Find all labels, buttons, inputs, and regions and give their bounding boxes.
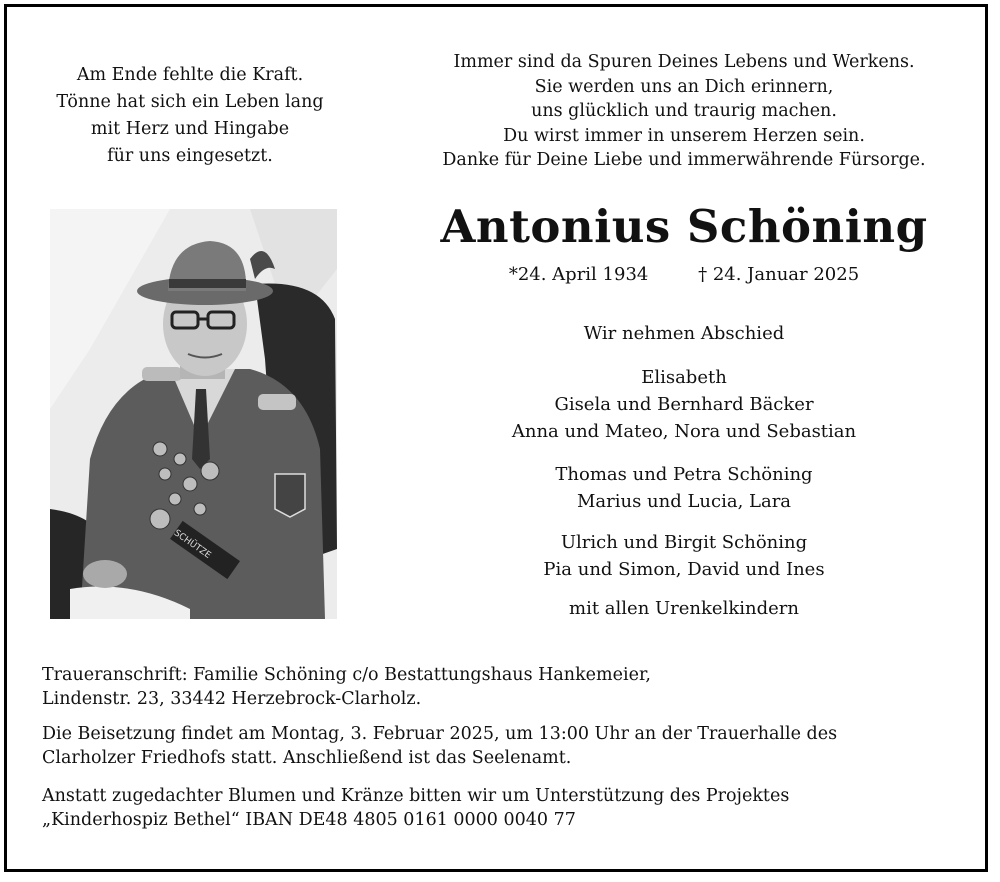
info-line: Lindenstr. 23, 33442 Herzebrock-Clarholz. [42,689,422,709]
info-line: Clarholzer Friedhofs statt. Anschließend ist das Seelenamt. [42,748,572,768]
family-group-1 [420,364,948,445]
quote-right-line: Sie werden uns an Dich erinnern, [534,76,834,97]
life-dates [420,264,948,285]
death-date: † 24. Januar 2025 [698,264,860,285]
info-line: Traueranschrift: Familie Schöning c/o Bestattungshaus Hankemeier, [42,665,651,685]
funeral-details [42,722,962,770]
family-line: Elisabeth [641,367,727,388]
badge-text: SCHÜTZE [171,528,213,561]
quote-right [420,50,948,173]
mourning-address [42,663,962,711]
family-line: Anna und Mateo, Nora und Sebastian [511,421,857,442]
info-line: Anstatt zugedachter Blumen und Kränze bitten wir um Unterstützung des Projektes [42,786,790,806]
family-intro [420,320,948,347]
quote-left-line: Tönne hat sich ein Leben lang [56,92,324,112]
deceased-name: Antonius Schöning [440,200,928,253]
quote-right-line: Du wirst immer in unserem Herzen sein. [503,125,865,146]
portrait-illustration [50,209,337,619]
quote-left [40,62,340,170]
birth-date: *24. April 1934 [508,264,649,285]
family-line: Thomas und Petra Schöning [555,464,813,485]
family-group-3 [420,529,948,583]
family-closing [420,595,948,622]
donation-request [42,784,962,832]
family-intro-text: Wir nehmen Abschied [583,323,785,344]
quote-left-line: für uns eingesetzt. [107,146,273,166]
info-line: „Kinderhospiz Bethel“ IBAN DE48 4805 0161 0000 0040 77 [42,810,576,830]
quote-right-line: uns glücklich und traurig machen. [531,101,837,121]
quote-right-line: Immer sind da Spuren Deines Lebens und Werkens. [453,52,915,72]
family-line: Ulrich und Birgit Schöning [560,532,808,553]
quote-right-line: Danke für Deine Liebe und immerwährende Fürsorge. [442,150,926,170]
family-group-2 [420,461,948,515]
portrait-photo [50,209,337,619]
family-line: Marius und Lucia, Lara [576,491,792,512]
info-line: Die Beisetzung findet am Montag, 3. Februar 2025, um 13:00 Uhr an der Trauerhalle des [42,724,838,744]
family-line: Pia und Simon, David und Ines [543,559,825,580]
quote-left-line: mit Herz und Hingabe [90,119,290,139]
family-closing-text: mit allen Urenkelkindern [569,598,799,619]
quote-left-line: Am Ende fehlte die Kraft. [76,65,304,85]
family-line: Gisela und Bernhard Bäcker [554,394,814,415]
